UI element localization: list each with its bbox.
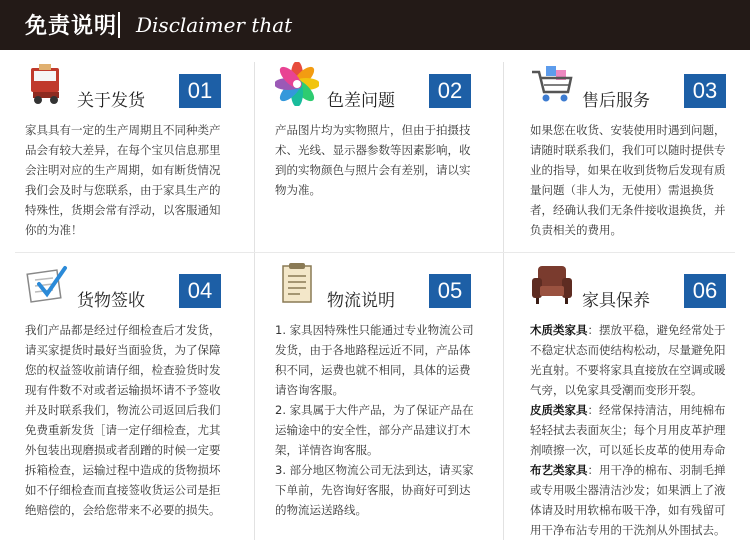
card-text: 产品图片均为实物照片，但由于拍摄技术、光线、显示器参数等因素影响，收到的实物颜色与照片会有差别，请以实物为准。 bbox=[275, 123, 471, 197]
care-item-label: 木质类家具 bbox=[530, 323, 588, 337]
care-item-label: 布艺类家具 bbox=[530, 463, 588, 477]
header-separator bbox=[118, 12, 120, 38]
card-number-badge: 06 bbox=[684, 274, 726, 308]
card-title: 售后服务 bbox=[582, 91, 650, 111]
card-title: 货物签收 bbox=[77, 291, 145, 311]
row-divider bbox=[15, 252, 735, 253]
care-item-text: ：摆放平稳，避免经常处于不稳定状态而使结构松动，尽量避免阳光直射。不要将家具直接放在空调或暖气旁，以免家具受潮而变形开裂。 bbox=[530, 323, 726, 397]
card-shipping bbox=[25, 62, 250, 247]
card-title: 家具保养 bbox=[582, 291, 650, 311]
card-number-badge: 02 bbox=[429, 74, 471, 108]
checklist-icon bbox=[25, 262, 69, 306]
document-icon bbox=[275, 262, 319, 306]
card-color-difference bbox=[275, 62, 500, 247]
truck-icon bbox=[25, 62, 69, 106]
card-delivery-signoff bbox=[25, 262, 250, 542]
column-divider bbox=[503, 62, 504, 540]
color-palette-icon bbox=[275, 62, 319, 106]
logistics-paragraph: 3. 部分地区物流公司无法到达，请买家下单前，先咨询好客服，协商好可到达的物流运送路线。 bbox=[275, 463, 474, 517]
card-text bbox=[275, 320, 480, 520]
logistics-paragraph: 2. 家具属于大件产品，为了保证产品在运输途中的安全性，部分产品建议打木架，详情咨询客服。 bbox=[275, 403, 474, 457]
care-item-fabric bbox=[530, 460, 735, 540]
care-item-text: ：经常保持清洁，用纯棉布轻轻拭去表面灰尘；每个月用皮革护理剂喷擦一次，可以延长皮革的使用寿命 bbox=[530, 403, 726, 457]
card-number-badge: 03 bbox=[684, 74, 726, 108]
care-item-text: ：用干净的棉布、羽制毛掸或专用吸尘器清洁沙发；如果洒上了液体请及时用软棉布吸干净，如有残留可用干净布沾专用的干洗剂从外围拭去。 bbox=[530, 463, 726, 537]
card-logistics bbox=[275, 262, 500, 542]
care-item-wood bbox=[530, 320, 735, 400]
card-title: 物流说明 bbox=[327, 291, 395, 311]
card-number-badge: 04 bbox=[179, 274, 221, 308]
card-text: 我们产品都是经过仔细检查后才发货，请买家提货时最好当面验货，为了保障您的权益签收前请仔细，检查验货时发现有件数不对或者运输损坏请不予签收并及时联系我们，物流公司返回后我们免费重新发货［请一定仔细检查，尤其外包装出现磨损或者刮蹭的时候一定要拆箱检查，运输过程中造成的货物损坏如不仔细检查而直接签收货运公司是拒绝赔偿的，会给您带来不必要的损失。 bbox=[25, 323, 221, 517]
card-text: 如果您在收货、安装使用时遇到问题，请随时联系我们，我们可以随时提供专业的指导，如果在收到货物后发现有质量问题（非人为，无使用）需退换货者，经确认我们无条件接收退换货，并负责相关的费用。 bbox=[530, 123, 726, 237]
card-text: 家具具有一定的生产周期且不同种类产品会有较大差异，在每个宝贝信息那里会注明对应的生产周期，如有断货情况我们会及时与您联系，由于家具生产的特殊性，货期会常有浮动，以客服通知你的为准！ bbox=[25, 123, 221, 237]
card-text bbox=[530, 320, 735, 540]
card-title: 关于发货 bbox=[77, 91, 145, 111]
card-after-sales bbox=[530, 62, 750, 247]
care-item-label: 皮质类家具 bbox=[530, 403, 588, 417]
shopping-cart-icon bbox=[530, 62, 574, 106]
card-title: 色差问题 bbox=[327, 91, 395, 111]
logistics-paragraph: 1. 家具因特殊性只能通过专业物流公司发货，由于各地路程远近不同，产品体积不同，运费也就不相同，具体的运费请咨询客服。 bbox=[275, 323, 474, 397]
armchair-icon bbox=[530, 262, 574, 306]
card-number-badge: 05 bbox=[429, 274, 471, 308]
disclaimer-header bbox=[0, 0, 750, 50]
header-title-en: Disclaimer that bbox=[136, 13, 293, 37]
column-divider bbox=[254, 62, 255, 540]
header-title-cn: 免责说明 bbox=[25, 14, 118, 39]
card-number-badge: 01 bbox=[179, 74, 221, 108]
card-furniture-care bbox=[530, 262, 750, 542]
care-item-leather bbox=[530, 400, 735, 460]
